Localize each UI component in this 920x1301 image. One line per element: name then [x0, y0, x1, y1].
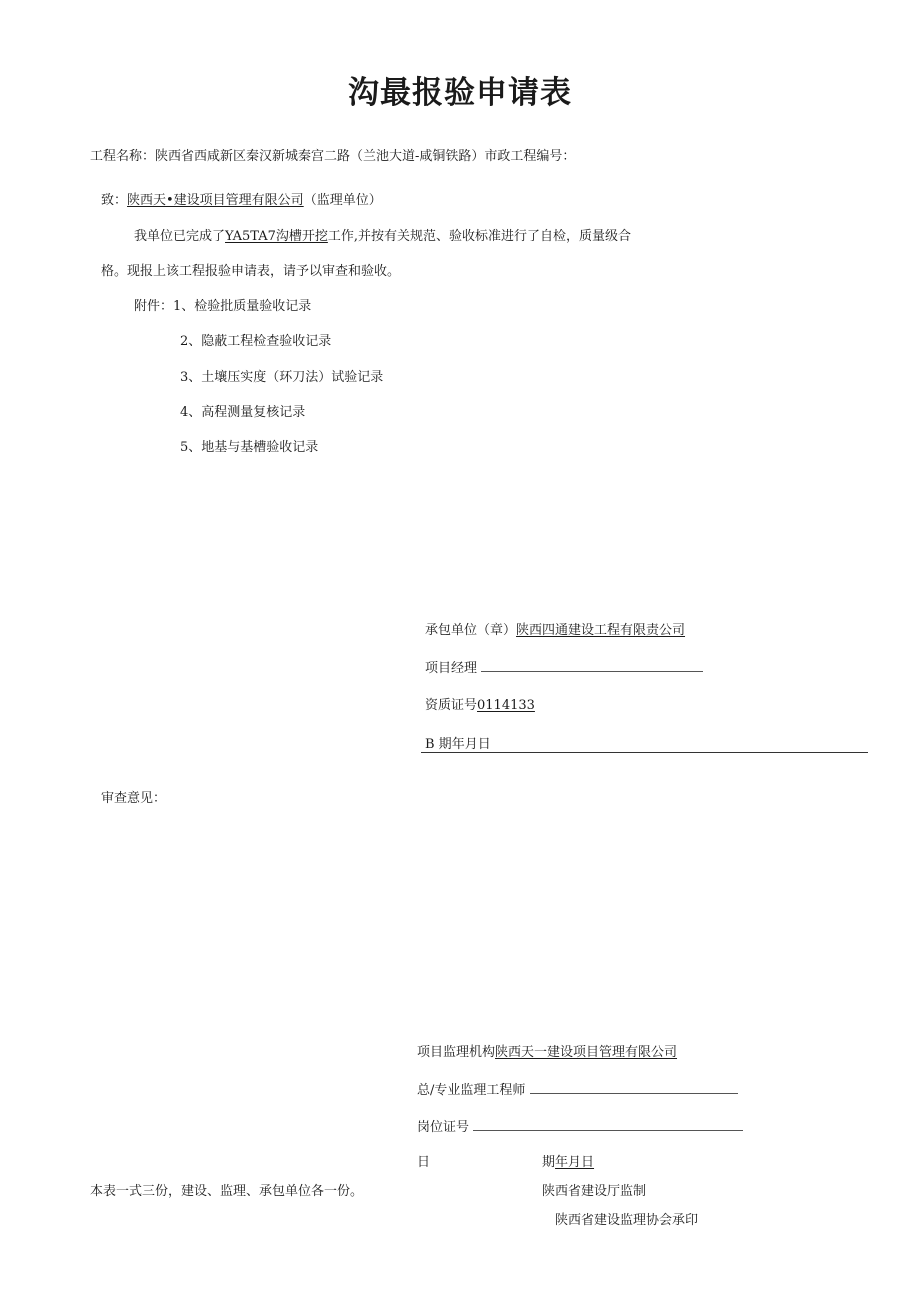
post-cert-field	[473, 1120, 743, 1131]
supervision-unit-name: 陕西天•建设项目管理有限公司	[127, 193, 304, 208]
work-item: YA5TA7沟槽开挖	[225, 229, 328, 244]
attachment-item: 2、隐蔽工程检查验收记录	[180, 334, 332, 349]
contractor-date-line	[425, 738, 491, 751]
body-line-1-suffix: 工作,并按有关规范、验收标准进行了自检，质量级合	[327, 229, 632, 244]
attachment-item: 3、土壤压实度（环刀法）试验记录	[180, 370, 384, 385]
addressee-suffix: （监理单位）	[303, 193, 382, 208]
post-cert-label: 岗位证号	[417, 1120, 470, 1135]
attachments-label: 附件：	[134, 299, 174, 314]
printed-by: 陕西省建设监理协会承印	[555, 1213, 699, 1228]
contractor-unit-line	[425, 624, 685, 637]
contractor-unit-name: 陕西四通建设工程有限责公司	[516, 623, 686, 638]
supervising-engineer-signature-field	[530, 1083, 738, 1094]
contractor-date-ymd: 年月日	[451, 737, 491, 752]
copies-note: 本表一式三份，建设、监理、承包单位各一份。	[90, 1184, 364, 1199]
body-line-1-prefix: 我单位已完成了	[134, 229, 226, 244]
document-title: 沟最报验申请表	[348, 75, 572, 111]
supervision-org-label: 项目监理机构	[417, 1045, 496, 1060]
attachment-item: 1、检验批质量验收记录	[173, 299, 312, 314]
project-name: 陕西省西咸新区秦汉新城秦宫二路（兰池大道-咸铜铁路）市政工程	[155, 149, 537, 164]
qualification-label: 资质证号	[425, 698, 478, 713]
contractor-unit-label: 承包单位（章）	[425, 623, 517, 638]
project-name-label: 工程名称：	[90, 149, 156, 164]
body-line-2: 格。现报上该工程报验申请表，请予以审查和验收。	[101, 264, 401, 279]
body-line-1	[134, 230, 631, 243]
supervising-engineer-label: 总/专业监理工程师	[417, 1083, 526, 1098]
attachment-row-1	[134, 300, 311, 313]
supervision-date-prefix: 期	[542, 1155, 556, 1170]
supervision-org-line	[417, 1046, 677, 1059]
attachment-item: 4、高程测量复核记录	[180, 405, 306, 420]
supervising-engineer-line	[417, 1083, 738, 1097]
contractor-date-prefix: B 期	[425, 737, 452, 752]
addressee-prefix: 致：	[101, 193, 128, 208]
post-cert-line	[417, 1120, 743, 1134]
contractor-date-underline	[421, 752, 868, 753]
project-no-label: 编号：	[536, 149, 576, 164]
project-manager-line	[425, 661, 703, 675]
supervision-date-left: 日	[417, 1155, 431, 1170]
project-manager-signature-field	[481, 661, 703, 672]
project-header	[90, 150, 575, 163]
qualification-number: 0114133	[477, 698, 535, 713]
supervision-org-name: 陕西天一建设项目管理有限公司	[495, 1045, 678, 1060]
attachment-item: 5、地基与基槽验收记录	[180, 440, 319, 455]
addressee-line	[101, 194, 382, 207]
supervised-by: 陕西省建设厅监制	[542, 1184, 647, 1199]
qualification-line	[425, 699, 535, 712]
supervision-date-right	[542, 1156, 594, 1169]
project-manager-label: 项目经理	[425, 661, 478, 676]
review-opinion-label: 审查意见：	[101, 791, 167, 806]
supervision-date-ymd: 年月日	[555, 1155, 595, 1170]
